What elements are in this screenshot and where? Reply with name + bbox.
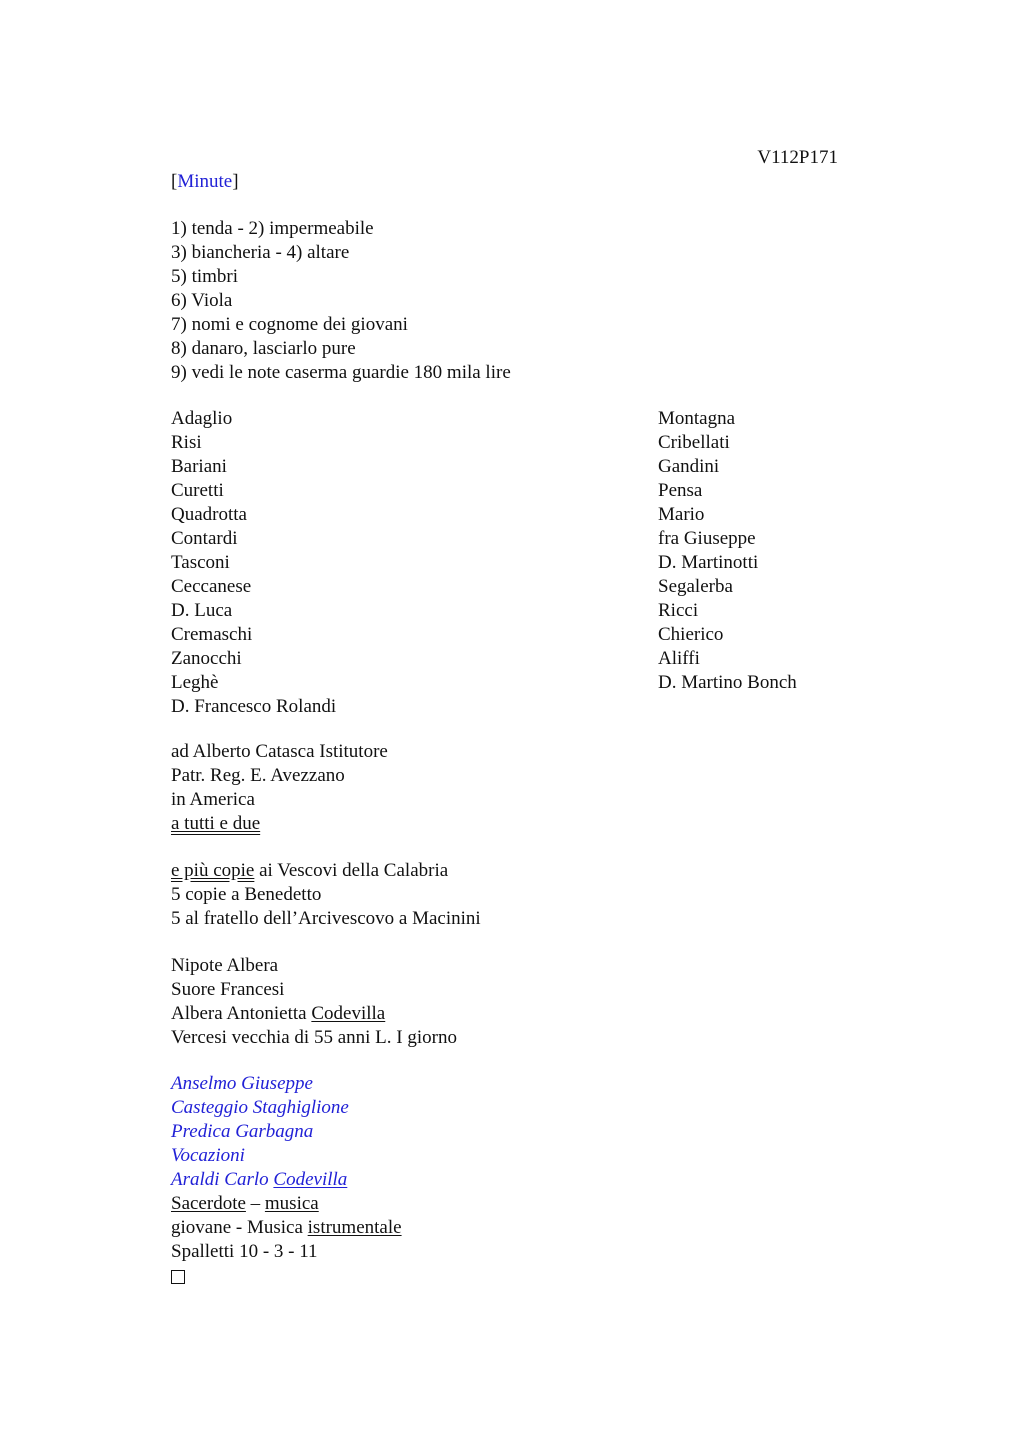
minute-link[interactable]: Minute [177, 171, 233, 192]
name-item: Aliffi [658, 648, 700, 669]
double-underlined-text: a tutti e due [171, 813, 261, 834]
underlined-text: Codevilla [311, 1003, 386, 1024]
address-line [171, 812, 388, 836]
relatives-line: Suore Francesi [171, 979, 285, 1000]
minute-header [171, 170, 239, 194]
name-item: Ricci [658, 600, 699, 621]
name-item: Chierico [658, 624, 724, 645]
name-item: Segalerba [658, 576, 733, 597]
list-item: 1) tenda - 2) impermeabile [171, 218, 374, 239]
name-item: Quadrotta [171, 504, 247, 525]
name-item: Montagna [658, 408, 736, 429]
italic-note: Anselmo Giuseppe [171, 1073, 313, 1094]
list-item: 7) nomi e cognome dei giovani [171, 314, 408, 335]
relatives-line: Vercesi vecchia di 55 anni L. I giorno [171, 1027, 457, 1048]
relatives-text: Albera Antonietta [171, 1003, 312, 1024]
address-line: in America [171, 789, 255, 810]
name-item: Contardi [171, 528, 238, 549]
name-item: Pensa [658, 480, 703, 501]
name-item: Cremaschi [171, 624, 253, 645]
name-item: Cribellati [658, 432, 730, 453]
copies-line: 5 al fratello dell’Arcivescovo a Macinini [171, 908, 481, 929]
dash-text: – [245, 1193, 265, 1214]
list-item: 9) vedi le note caserma guardie 180 mila lire [171, 362, 511, 383]
name-item: Adaglio [171, 408, 233, 429]
copies-line [171, 859, 481, 883]
relatives-line [171, 1002, 457, 1026]
note-text: giovane - Musica [171, 1217, 308, 1238]
name-item: D. Martino Bonch [658, 672, 797, 693]
italic-note: Vocazioni [171, 1145, 245, 1166]
name-item: Mario [658, 504, 705, 525]
name-item: Curetti [171, 480, 224, 501]
name-item: Gandini [658, 456, 720, 477]
name-item: D. Luca [171, 600, 233, 621]
list-item: 6) Viola [171, 290, 233, 311]
note-line [171, 1216, 402, 1240]
notes-block [171, 1072, 402, 1288]
names-column-left [171, 407, 336, 719]
note-line [171, 1264, 402, 1288]
underlined-text: Codevilla [273, 1169, 348, 1190]
relatives-line: Nipote Albera [171, 955, 279, 976]
name-item: Ceccanese [171, 576, 252, 597]
list-item: 3) biancheria - 4) altare [171, 242, 350, 263]
name-item: Leghè [171, 672, 219, 693]
address-block [171, 740, 388, 836]
underlined-text: musica [264, 1193, 319, 1214]
name-item: D. Martinotti [658, 552, 759, 573]
address-line: ad Alberto Catasca Istitutore [171, 741, 388, 762]
double-underlined-text: e più copie [171, 860, 255, 881]
name-item: D. Francesco Rolandi [171, 696, 337, 717]
copies-block [171, 859, 481, 931]
address-line: Patr. Reg. E. Avezzano [171, 765, 345, 786]
name-item: Tasconi [171, 552, 230, 573]
italic-note: Predica Garbagna [171, 1121, 314, 1142]
name-item: Risi [171, 432, 202, 453]
note-line [171, 1192, 402, 1216]
copies-text: ai Vescovi della Calabria [254, 860, 449, 881]
name-item: Bariani [171, 456, 227, 477]
copies-line: 5 copie a Benedetto [171, 884, 322, 905]
reference-code: V112P171 [757, 147, 838, 168]
list-item: 5) timbri [171, 266, 239, 287]
note-line: Spalletti 10 - 3 - 11 [171, 1241, 318, 1262]
relatives-block [171, 954, 457, 1050]
bracket-close: ] [232, 171, 239, 192]
underlined-text: Sacerdote [171, 1193, 246, 1214]
name-item: fra Giuseppe [658, 528, 756, 549]
italic-note-text: Araldi Carlo [171, 1169, 274, 1190]
italic-note: Casteggio Staghiglione [171, 1097, 349, 1118]
list-item: 8) danaro, lasciarlo pure [171, 338, 356, 359]
numbered-list [171, 217, 511, 385]
names-column-right [658, 407, 797, 695]
underlined-text: istrumentale [307, 1217, 402, 1238]
name-item: Zanocchi [171, 648, 242, 669]
bracket-open: [ [171, 171, 178, 192]
italic-note [171, 1168, 402, 1192]
checkbox-icon[interactable] [171, 1270, 185, 1284]
